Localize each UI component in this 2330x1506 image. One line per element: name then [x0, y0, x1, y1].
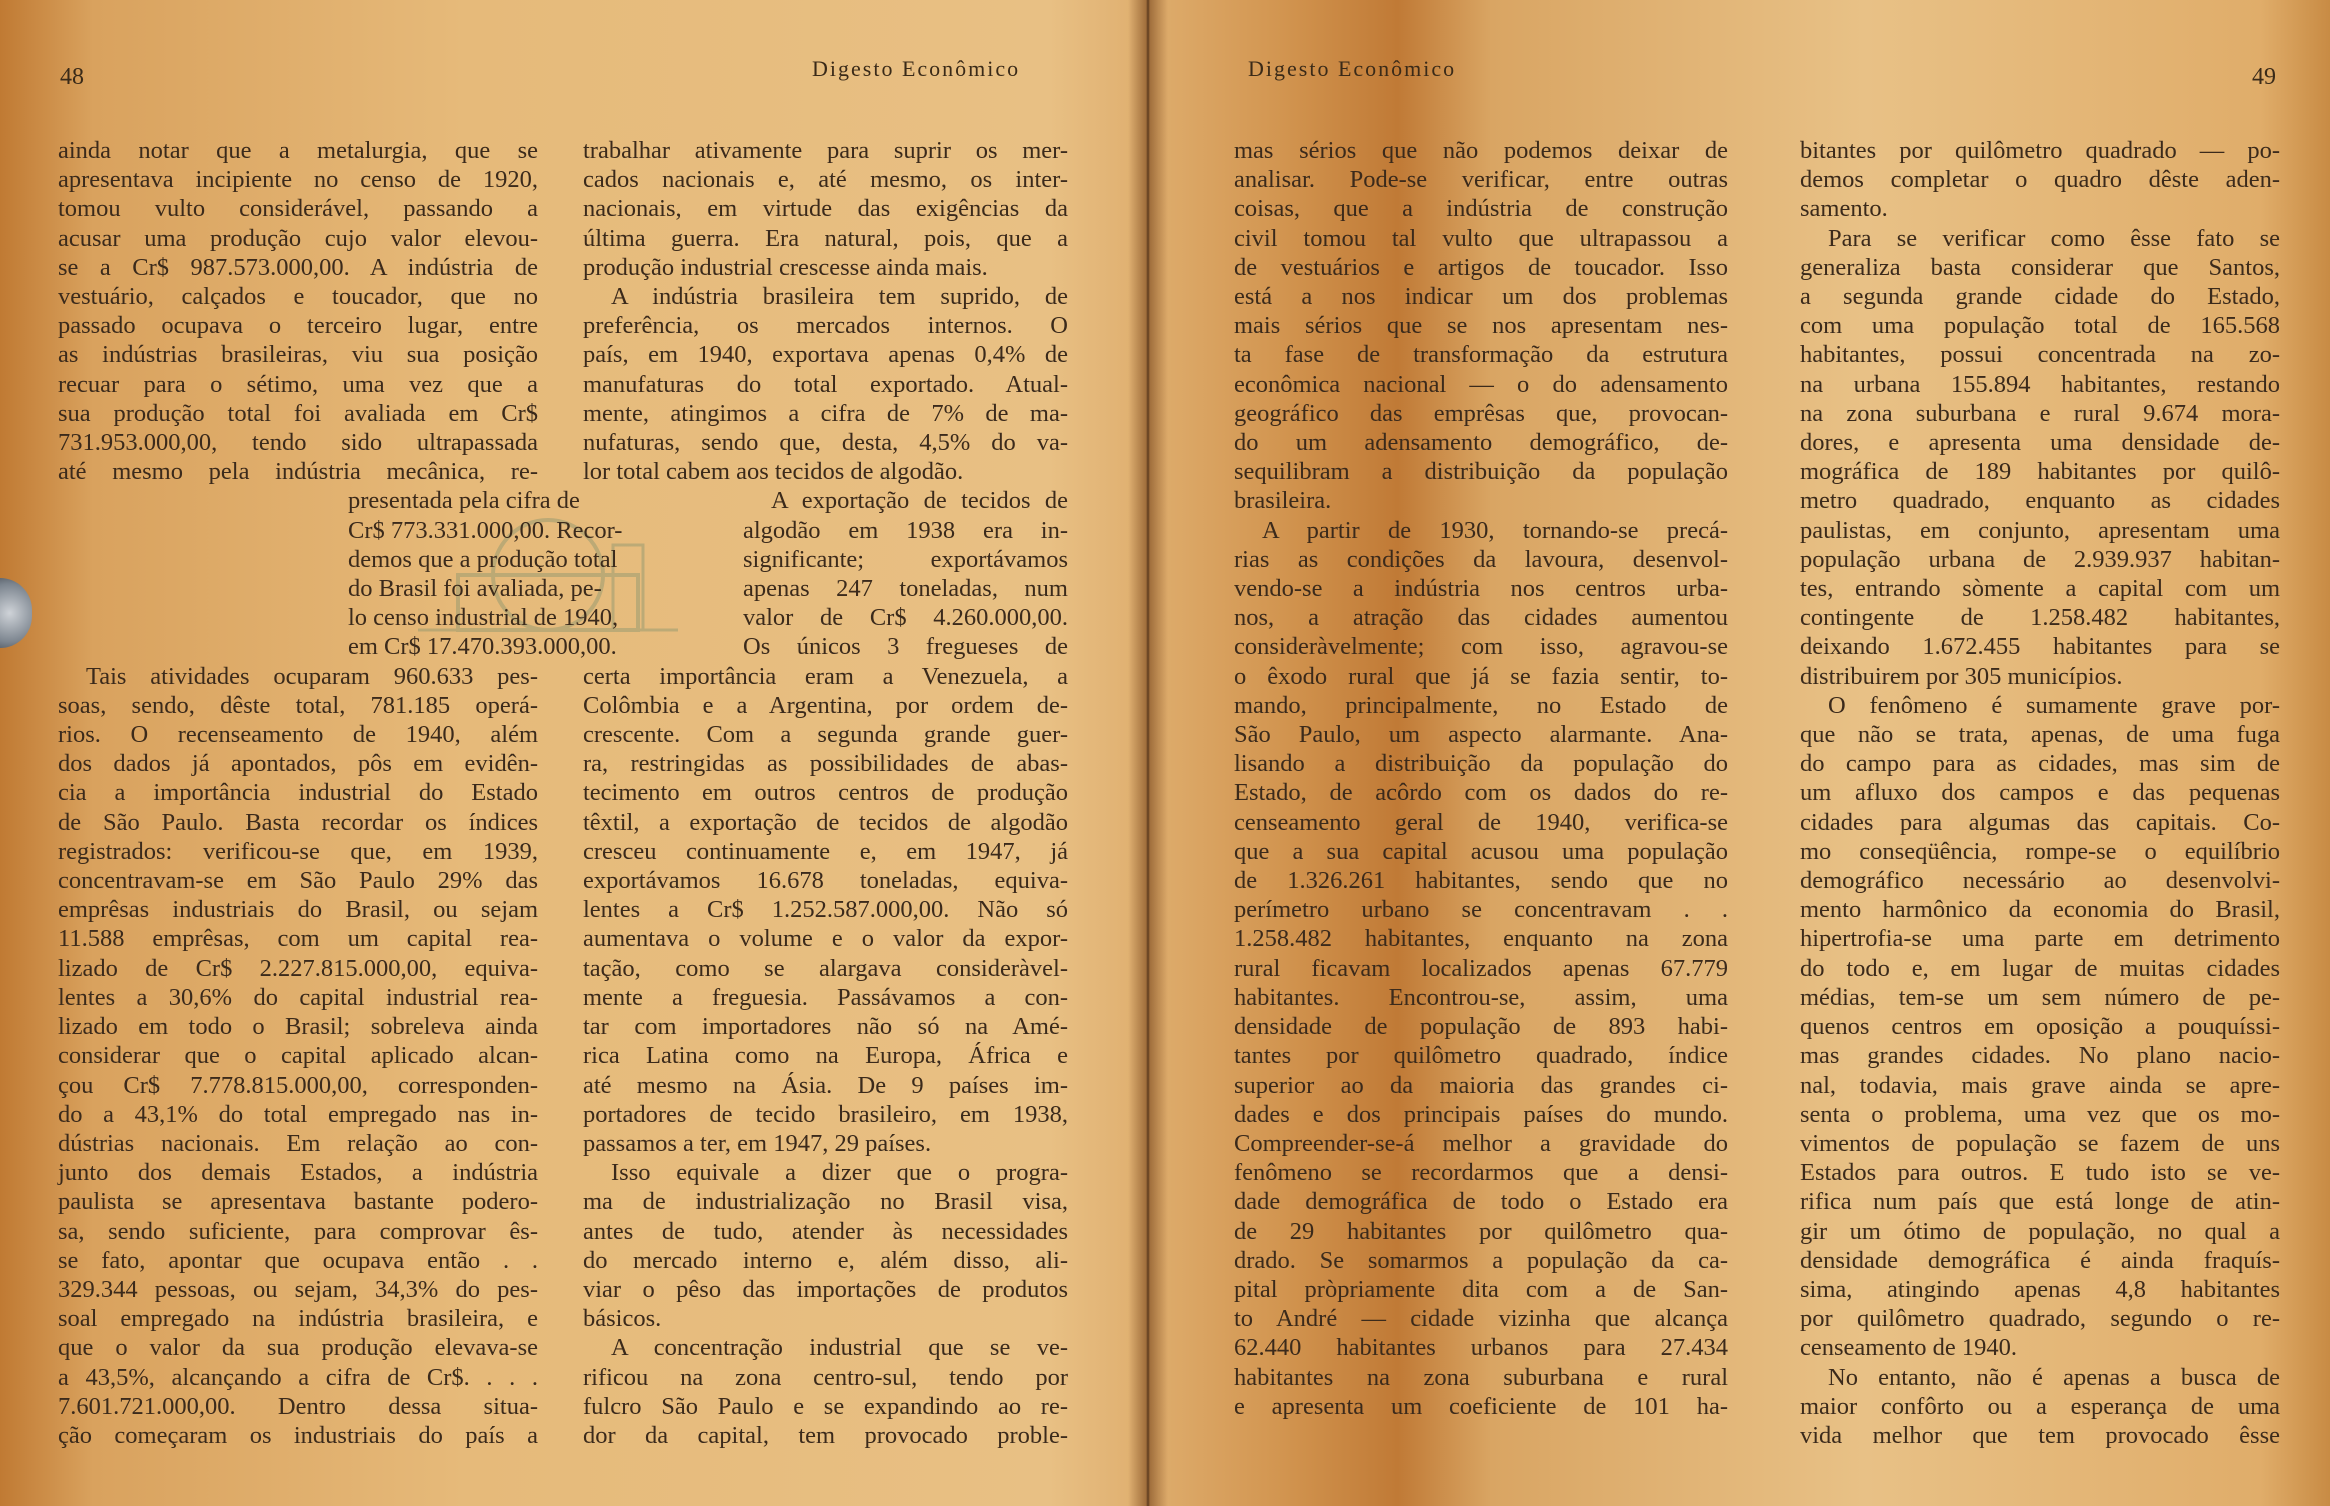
text-line: Os únicos 3 fregueses de: [743, 633, 1068, 661]
text-line: rificou na zona centro-sul, tendo por: [583, 1363, 1068, 1391]
text-line: o êxodo rural que já se fazia sentir, to-: [1234, 662, 1728, 690]
text-line: rifica num país que está longe de atin-: [1800, 1188, 2280, 1216]
text-line: São Paulo, um aspecto alarmante. Ana-: [1234, 721, 1728, 749]
text-line: vendo-se a indústria nos centros urba-: [1234, 575, 1728, 603]
text-line: a 43,5%, alcançando a cifra de Cr$. . . .: [58, 1363, 538, 1391]
text-line: viar o pêso das importações de produtos: [583, 1275, 1068, 1303]
text-line: emprêsas industriais do Brasil, ou sejam: [58, 896, 538, 924]
text-line: última guerra. Era natural, pois, que a: [583, 224, 1068, 252]
left-column-2: [583, 136, 1068, 1450]
text-line: mográfica de 189 habitantes por quilô-: [1800, 458, 2280, 486]
text-line: significante; exportávamos: [743, 545, 1068, 573]
text-line: certa importância eram a Venezuela, a: [583, 662, 1068, 690]
left-page: [0, 0, 1148, 1506]
text-line: sua produção total foi avaliada em Cr$: [58, 399, 538, 427]
text-line: registrados: verificou-se que, em 1939,: [58, 837, 538, 865]
text-line: Cr$ 773.331.000,00. Recor-: [348, 516, 623, 544]
text-line: coisas, que a indústria de construção: [1234, 195, 1728, 223]
text-line: médias, tem-se um sem número de pe-: [1800, 983, 2280, 1011]
text-line: vestuário, calçados e toucador, que no: [58, 283, 538, 311]
text-line: contingente de 1.258.482 habitantes,: [1800, 604, 2280, 632]
text-line: junto dos demais Estados, a indústria: [58, 1159, 538, 1187]
text-line: rica Latina como na Europa, África e: [583, 1042, 1068, 1070]
text-line: mente, atingimos a cifra de 7% de ma-: [583, 399, 1068, 427]
text-line: se a Cr$ 987.573.000,00. A indústria de: [58, 253, 538, 281]
text-line: na zona suburbana e rural 9.674 mora-: [1800, 399, 2280, 427]
text-line: de vestuários e artigos de toucador. Isso: [1234, 253, 1728, 281]
text-line: No entanto, não é apenas a busca de: [1828, 1363, 2280, 1391]
text-line: do Brasil foi avaliada, pe-: [348, 575, 602, 603]
text-line: cados nacionais e, até mesmo, os inter-: [583, 166, 1068, 194]
text-line: lizado de Cr$ 2.227.815.000,00, equiva-: [58, 954, 538, 982]
text-line: sima, atingindo apenas 4,8 habitantes: [1800, 1275, 2280, 1303]
text-line: do campo para as cidades, mas sim de: [1800, 750, 2280, 778]
text-line: em Cr$ 17.470.393.000,00.: [348, 633, 617, 661]
text-line: econômica nacional — o do adensamento: [1234, 370, 1728, 398]
text-line: nacionais, em virtude das exigências da: [583, 195, 1068, 223]
text-line: tes, entrando sòmente a capital com um: [1800, 575, 2280, 603]
text-line: produção industrial crescesse ainda mais.: [583, 253, 988, 281]
text-line: básicos.: [583, 1305, 662, 1333]
text-line: de São Paulo. Basta recordar os índices: [58, 808, 538, 836]
text-line: rios. O recenseamento de 1940, além: [58, 721, 538, 749]
text-line: lisando a distribuição da população do: [1234, 750, 1728, 778]
text-line: tação, como se alargava consideràvel-: [583, 954, 1068, 982]
text-line: país, em 1940, exportava apenas 0,4% de: [583, 341, 1068, 369]
text-line: civil tomou tal vulto que ultrapassou a: [1234, 224, 1728, 252]
text-line: 11.588 emprêsas, com um capital rea-: [58, 925, 538, 953]
text-line: do todo e, em lugar de muitas cidades: [1800, 954, 2280, 982]
text-line: A exportação de tecidos de: [771, 487, 1068, 515]
text-line: do um adensamento demográfico, de-: [1234, 429, 1728, 457]
text-line: mente a freguesia. Passávamos a con-: [583, 983, 1068, 1011]
text-line: bitantes por quilômetro quadrado — po-: [1800, 137, 2280, 164]
text-line: dos dados já apontados, pôs em evidên-: [58, 750, 538, 778]
text-line: lentes a 30,6% do capital industrial rea-: [58, 983, 538, 1011]
text-line: Compreender-se-á melhor a gravidade do: [1234, 1129, 1728, 1157]
text-line: Para se verificar como êsse fato se: [1828, 224, 2280, 252]
text-line: apresentava incipiente no censo de 1920,: [58, 166, 538, 194]
page-number-left: 48: [60, 64, 84, 90]
text-line: vida melhor que tem provocado êsse: [1800, 1421, 2280, 1449]
text-line: com uma população total de 165.568: [1800, 312, 2280, 340]
text-line: nal, todavia, mais grave ainda se apre-: [1800, 1071, 2280, 1099]
text-line: portadores de tecido brasileiro, em 1938,: [583, 1100, 1068, 1128]
text-line: tomou vulto considerável, passando a: [58, 195, 538, 223]
text-line: paulistas, em conjunto, apresentam uma: [1800, 516, 2280, 544]
text-line: passado ocupava o terceiro lugar, entre: [58, 312, 538, 340]
text-line: acusar uma produção cujo valor elevou-: [58, 224, 538, 252]
text-line: metro quadrado, enquanto as cidades: [1800, 487, 2280, 515]
text-line: densidade de população de 893 habi-: [1234, 1013, 1728, 1041]
text-line: 1.258.482 habitantes, enquanto na zona: [1234, 925, 1728, 953]
text-line: A partir de 1930, tornando-se precá-: [1262, 516, 1728, 544]
text-line: deixando 1.672.455 habitantes para se: [1800, 633, 2280, 661]
text-line: a segunda grande cidade do Estado,: [1800, 283, 2280, 311]
text-line: hipertrofia-se uma parte em detrimento: [1800, 925, 2280, 953]
text-line: ainda notar que a metalurgia, que se: [58, 137, 538, 164]
text-line: mo conseqüência, rompe-se o equilíbrio: [1800, 837, 2280, 865]
text-line: cia a importância industrial do Estado: [58, 779, 538, 807]
text-line: mas grandes cidades. No plano nacio-: [1800, 1042, 2280, 1070]
text-line: que não se trata, apenas, de uma fuga: [1800, 721, 2280, 749]
text-line: demos completar o quadro dêste aden-: [1800, 166, 2280, 194]
text-line: Colômbia e a Argentina, por ordem de-: [583, 691, 1068, 719]
text-line: A concentração industrial que se ve-: [611, 1334, 1068, 1362]
page-number-right: 49: [2252, 64, 2276, 90]
text-line: dústrias nacionais. Em relação ao con-: [58, 1129, 538, 1157]
text-line: sa, sendo suficiente, para comprovar ês-: [58, 1217, 538, 1245]
text-line: samento.: [1800, 195, 1888, 223]
text-line: se fato, apontar que ocupava então . .: [58, 1246, 538, 1274]
text-line: população urbana de 2.939.937 habitan-: [1800, 545, 2280, 573]
text-line: distribuirem por 305 municípios.: [1800, 662, 2123, 690]
text-line: trabalhar ativamente para suprir os mer-: [583, 137, 1068, 164]
text-line: mando, principalmente, no Estado de: [1234, 691, 1728, 719]
text-line: ção começaram os industriais do país a: [58, 1421, 538, 1449]
text-line: nos, a atração das cidades aumentou: [1234, 604, 1728, 632]
text-line: lentes a Cr$ 1.252.587.000,00. Não só: [583, 896, 1068, 924]
text-line: maior confôrto ou a esperança de uma: [1800, 1392, 2280, 1420]
text-line: mas sérios que não podemos deixar de: [1234, 137, 1728, 164]
text-line: valor de Cr$ 4.260.000,00.: [743, 604, 1068, 632]
text-line: rias as condições da lavoura, desenvol-: [1234, 545, 1728, 573]
text-line: um afluxo dos campos e das pequenas: [1800, 779, 2280, 807]
text-line: demos que a produção total: [348, 545, 618, 573]
text-line: fulcro São Paulo e se expandindo ao re-: [583, 1392, 1068, 1420]
running-head-left: Digesto Econômico: [812, 56, 1021, 81]
text-line: passamos a ter, em 1947, 29 países.: [583, 1129, 932, 1157]
text-line: preferência, os mercados internos. O: [583, 312, 1068, 340]
text-line: do mercado interno e, além disso, ali-: [583, 1246, 1068, 1274]
text-line: A indústria brasileira tem suprido, de: [611, 283, 1068, 311]
text-line: as indústrias brasileiras, viu sua posição: [58, 341, 538, 369]
text-line: mento harmônico da economia do Brasil,: [1800, 896, 2280, 924]
text-line: cresceu continuamente e, em 1947, já: [583, 837, 1068, 865]
text-line: nufaturas, sendo que, desta, 4,5% do va-: [583, 429, 1068, 457]
text-line: lor total cabem aos tecidos de algodão.: [583, 458, 964, 486]
text-line: quenos centros em oposição a pouquíssi-: [1800, 1013, 2280, 1041]
text-line: está a nos indicar um dos problemas: [1234, 283, 1728, 311]
text-line: 62.440 habitantes urbanos para 27.434: [1234, 1334, 1728, 1362]
text-line: dores, e apresenta uma densidade de-: [1800, 429, 2280, 457]
text-line: que o valor da sua produção elevava-se: [58, 1334, 538, 1362]
text-line: crescente. Com a segunda grande guer-: [583, 721, 1068, 749]
text-line: çou Cr$ 7.778.815.000,00, corresponden-: [58, 1071, 538, 1099]
text-line: demográfico necessário ao desenvolvi-: [1800, 867, 2280, 895]
text-line: censeamento de 1940.: [1800, 1334, 2018, 1362]
text-line: habitantes, possui concentrada na zo-: [1800, 341, 2280, 369]
text-line: senta o problema, uma vez que os mo-: [1800, 1100, 2280, 1128]
text-line: de 1.326.261 habitantes, sendo que no: [1234, 867, 1728, 895]
text-line: considerar que o capital aplicado alcan-: [58, 1042, 538, 1070]
text-line: até mesmo pela indústria mecânica, re-: [58, 458, 538, 486]
text-line: densidade demográfica é ainda fraquís-: [1800, 1246, 2280, 1274]
text-line: pital pròpriamente dita com a de San-: [1234, 1275, 1728, 1303]
text-line: habitantes na zona suburbana e rural: [1234, 1363, 1728, 1391]
text-line: analisar. Pode-se verificar, entre outras: [1234, 166, 1728, 194]
right-page: [1152, 0, 2330, 1506]
text-line: antes de tudo, atender às necessidades: [583, 1217, 1068, 1245]
text-line: e apresenta um coeficiente de 101 ha-: [1234, 1392, 1728, 1420]
text-line: Tais atividades ocuparam 960.633 pes-: [86, 662, 538, 690]
text-line: tantes por quilômetro quadrado, índice: [1234, 1042, 1728, 1070]
text-line: paulista se apresentava bastante podero-: [58, 1188, 538, 1216]
text-line: do a 43,1% do total empregado nas in-: [58, 1100, 538, 1128]
text-line: apenas 247 toneladas, num: [743, 575, 1068, 603]
text-line: presentada pela cifra de: [348, 487, 580, 515]
text-line: soal empregado na indústria brasileira, e: [58, 1305, 538, 1333]
text-line: lo censo industrial de 1940,: [348, 604, 619, 632]
text-line: O fenômeno é sumamente grave por-: [1828, 691, 2280, 719]
text-line: fenômeno se recordarmos que a densi-: [1234, 1159, 1728, 1187]
text-line: Estado, de acôrdo com os dados do re-: [1234, 779, 1728, 807]
text-line: recuar para o sétimo, uma vez que a: [58, 370, 538, 398]
text-line: dor da capital, tem provocado proble-: [583, 1421, 1068, 1449]
text-line: consideràvelmente; com isso, agravou-se: [1234, 633, 1728, 661]
right-column-1: [1234, 136, 1728, 1421]
text-line: lizado em todo o Brasil; sobreleva ainda: [58, 1013, 538, 1041]
text-line: 7.601.721.000,00. Dentro dessa situa-: [58, 1392, 538, 1420]
text-line: drado. Se somarmos a população da ca-: [1234, 1246, 1728, 1274]
text-line: generaliza basta considerar que Santos,: [1800, 253, 2280, 281]
text-line: perímetro urbano se concentravam . .: [1234, 896, 1728, 924]
text-line: 329.344 pessoas, ou sejam, 34,3% do pes-: [58, 1275, 538, 1303]
right-column-2: [1800, 136, 2280, 1450]
text-line: na urbana 155.894 habitantes, restando: [1800, 370, 2280, 398]
text-line: 731.953.000,00, tendo sido ultrapassada: [58, 429, 538, 457]
text-line: tecimento em outros centros de produção: [583, 779, 1068, 807]
text-line: gir um ótimo de população, no qual a: [1800, 1217, 2280, 1245]
text-line: rural ficavam localizados apenas 67.779: [1234, 954, 1728, 982]
text-line: de 29 habitantes por quilômetro qua-: [1234, 1217, 1728, 1245]
text-line: até mesmo na Ásia. De 9 países im-: [583, 1071, 1068, 1099]
text-line: cidades para algumas das capitais. Co-: [1800, 808, 2280, 836]
text-line: Estados para outros. E tudo isto se ve-: [1800, 1159, 2280, 1187]
text-line: geográfico das emprêsas que, provocan-: [1234, 399, 1728, 427]
text-line: ma de industrialização no Brasil visa,: [583, 1188, 1068, 1216]
text-line: brasileira.: [1234, 487, 1332, 515]
text-line: aumentava o volume e o valor da expor-: [583, 925, 1068, 953]
text-line: têxtil, a exportação de tecidos de algodão: [583, 808, 1068, 836]
text-line: sequilibram a distribuição da população: [1234, 458, 1728, 486]
text-line: por quilômetro quadrado, segundo o re-: [1800, 1305, 2280, 1333]
text-line: soas, sendo, dêste total, 781.185 operá-: [58, 691, 538, 719]
text-line: concentravam-se em São Paulo 29% das: [58, 867, 538, 895]
text-line: dade demográfica de todo o Estado era: [1234, 1188, 1728, 1216]
text-line: que a sua capital acusou uma população: [1234, 837, 1728, 865]
running-head-right: Digesto Econômico: [1248, 56, 1457, 81]
text-line: censeamento geral de 1940, verifica-se: [1234, 808, 1728, 836]
text-line: Isso equivale a dizer que o progra-: [611, 1159, 1068, 1187]
text-line: dades e dos principais países do mundo.: [1234, 1100, 1728, 1128]
text-line: to André — cidade vizinha que alcança: [1234, 1305, 1728, 1333]
text-line: exportávamos 16.678 toneladas, equiva-: [583, 867, 1068, 895]
text-line: vimentos de população se fazem de uns: [1800, 1129, 2280, 1157]
text-line: tar com importadores não só na Amé-: [583, 1013, 1068, 1041]
text-line: manufaturas do total exportado. Atual-: [583, 370, 1068, 398]
text-line: superior ao da maioria das grandes ci-: [1234, 1071, 1728, 1099]
text-line: ta fase de transformação da estrutura: [1234, 341, 1728, 369]
text-line: ra, restringidas as possibilidades de abas-: [583, 750, 1068, 778]
text-line: habitantes. Encontrou-se, assim, uma: [1234, 983, 1728, 1011]
text-line: algodão em 1938 era in-: [743, 516, 1068, 544]
text-line: mais sérios que se nos apresentam nes-: [1234, 312, 1728, 340]
